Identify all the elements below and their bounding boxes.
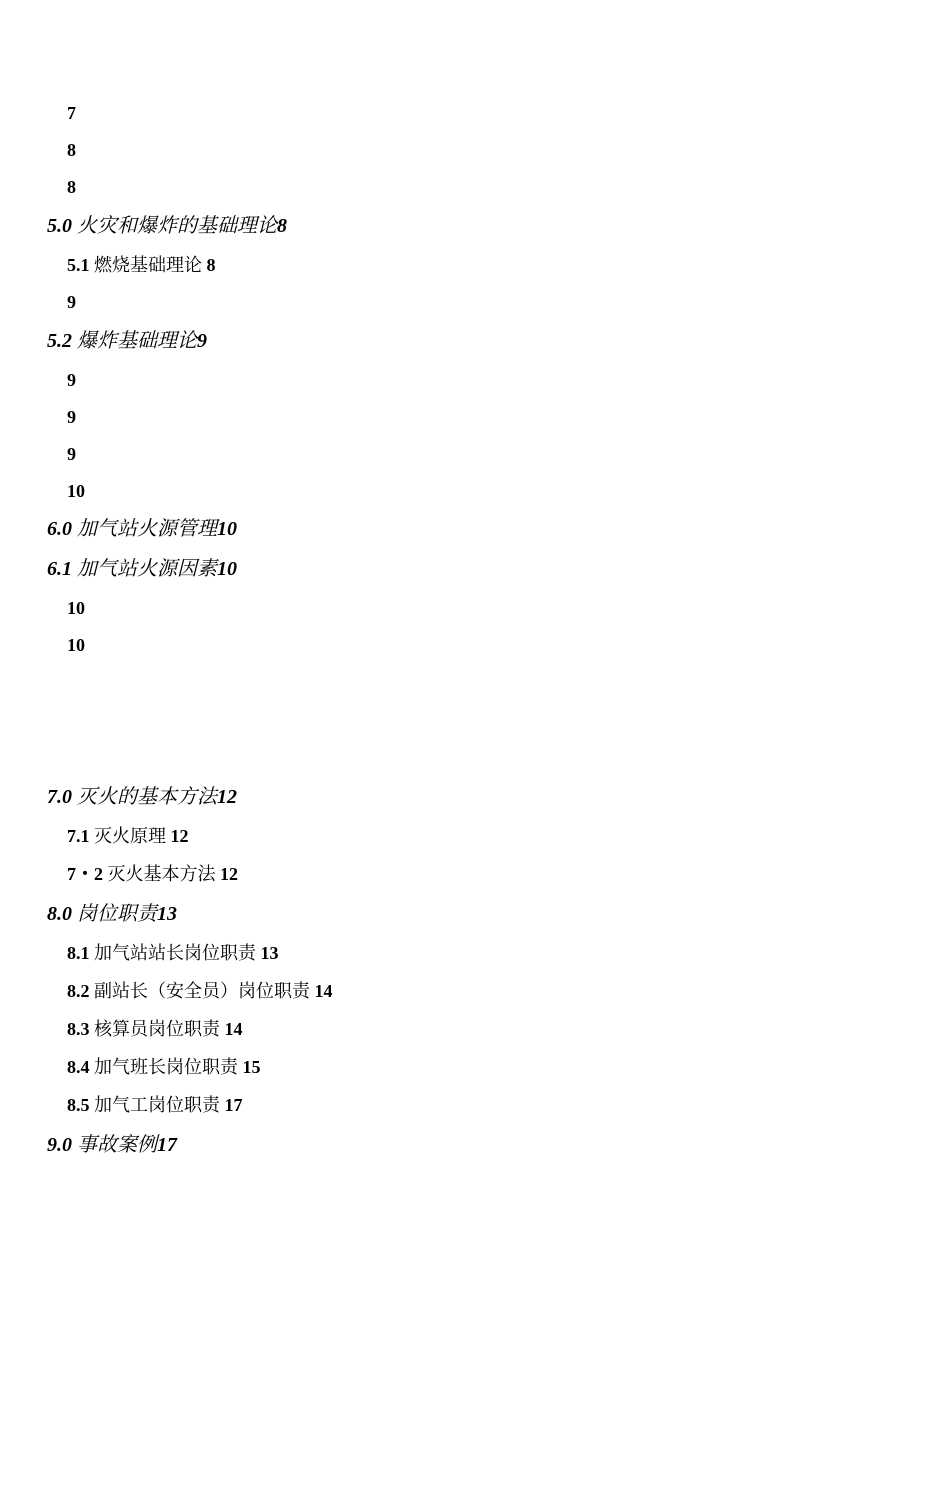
toc-page-number: 8: [67, 177, 76, 197]
toc-section-title: 核算员岗位职责: [94, 1019, 220, 1039]
toc-section-number: 7・2: [67, 864, 103, 884]
toc-section-title: 灭火基本方法: [107, 864, 216, 884]
toc-entry[interactable]: [67, 104, 76, 122]
toc-section-number: 5.2: [47, 330, 72, 352]
toc-entry[interactable]: [67, 482, 85, 500]
toc-page-number: 13: [260, 943, 279, 963]
toc-section-title: 加气站火源管理: [77, 518, 217, 540]
toc-section-number: 9.0: [47, 1134, 72, 1156]
toc-page-number: 14: [224, 1019, 243, 1039]
toc-entry[interactable]: [67, 178, 76, 196]
toc-page-number: 10: [67, 481, 85, 501]
toc-entry-chapter[interactable]: [47, 1135, 177, 1155]
toc-page-number: 8: [67, 140, 76, 160]
toc-section-number: 8.0: [47, 903, 72, 925]
toc-page-number: 15: [242, 1057, 261, 1077]
toc-section-title: 爆炸基础理论: [77, 330, 197, 352]
toc-page-number: 10: [217, 558, 237, 580]
toc-page-number: 9: [197, 330, 207, 352]
toc-entry[interactable]: [67, 371, 76, 389]
toc-section-number: 6.1: [47, 558, 72, 580]
toc-page-number: 14: [314, 981, 333, 1001]
toc-entry[interactable]: [67, 944, 279, 962]
toc-section-title: 火灾和爆炸的基础理论: [77, 215, 277, 237]
toc-section-number: 8.3: [67, 1019, 90, 1039]
toc-page-number: 10: [67, 598, 85, 618]
toc-entry[interactable]: [67, 293, 76, 311]
toc-section-number: 5.0: [47, 215, 72, 237]
toc-section-number: 7.0: [47, 786, 72, 808]
toc-entry[interactable]: [67, 599, 85, 617]
toc-section-title: 加气站站长岗位职责: [94, 943, 256, 963]
toc-entry[interactable]: [67, 141, 76, 159]
toc-page-number: 9: [67, 370, 76, 390]
toc-entry-chapter[interactable]: [47, 216, 287, 236]
toc-page-number: 8: [277, 215, 287, 237]
toc-page-number: 12: [220, 864, 238, 884]
toc-entry[interactable]: [67, 408, 76, 426]
toc-entry[interactable]: [67, 1096, 243, 1114]
toc-page-number: 9: [67, 407, 76, 427]
toc-section-title: 灭火原理: [94, 826, 166, 846]
toc-entry[interactable]: [67, 865, 238, 883]
toc-page-number: 12: [217, 786, 237, 808]
toc-entry[interactable]: [67, 636, 85, 654]
toc-page-number: 8: [206, 255, 216, 275]
toc-page-number: 17: [157, 1134, 177, 1156]
toc-entry[interactable]: [67, 1058, 261, 1076]
toc-section-title: 灭火的基本方法: [77, 786, 217, 808]
toc-page-number: 12: [170, 826, 189, 846]
toc-entry[interactable]: [67, 982, 333, 1000]
toc-section-title: 岗位职责: [77, 903, 157, 925]
toc-page-number: 17: [224, 1095, 243, 1115]
toc-entry-chapter[interactable]: [47, 519, 237, 539]
toc-page-number: 13: [157, 903, 177, 925]
toc-section-title: 加气工岗位职责: [94, 1095, 220, 1115]
toc-section-title: 加气站火源因素: [77, 558, 217, 580]
toc-section-title: 副站长（安全员）岗位职责: [94, 981, 310, 1001]
toc-entry[interactable]: [67, 1020, 243, 1038]
toc-section-title: 加气班长岗位职责: [94, 1057, 238, 1077]
toc-entry-chapter[interactable]: [47, 904, 177, 924]
toc-section-title: 燃烧基础理论: [94, 255, 202, 275]
toc-entry[interactable]: [67, 827, 189, 845]
toc-entry[interactable]: [67, 445, 76, 463]
toc-entry-chapter[interactable]: [47, 787, 237, 807]
toc-entry[interactable]: [67, 256, 216, 274]
toc-entry-chapter[interactable]: [47, 559, 237, 579]
toc-page-number: 10: [67, 635, 85, 655]
toc-section-number: 8.1: [67, 943, 90, 963]
toc-page-number: 9: [67, 292, 76, 312]
toc-entry-chapter[interactable]: [47, 331, 207, 351]
toc-section-number: 7.1: [67, 826, 90, 846]
toc-section-number: 8.2: [67, 981, 90, 1001]
toc-page-number: 7: [67, 103, 76, 123]
toc-page-number: 9: [67, 444, 76, 464]
toc-section-title: 事故案例: [77, 1134, 157, 1156]
toc-section-number: 8.5: [67, 1095, 90, 1115]
toc-page-number: 10: [217, 518, 237, 540]
toc-section-number: 6.0: [47, 518, 72, 540]
toc-section-number: 5.1: [67, 255, 90, 275]
toc-section-number: 8.4: [67, 1057, 90, 1077]
